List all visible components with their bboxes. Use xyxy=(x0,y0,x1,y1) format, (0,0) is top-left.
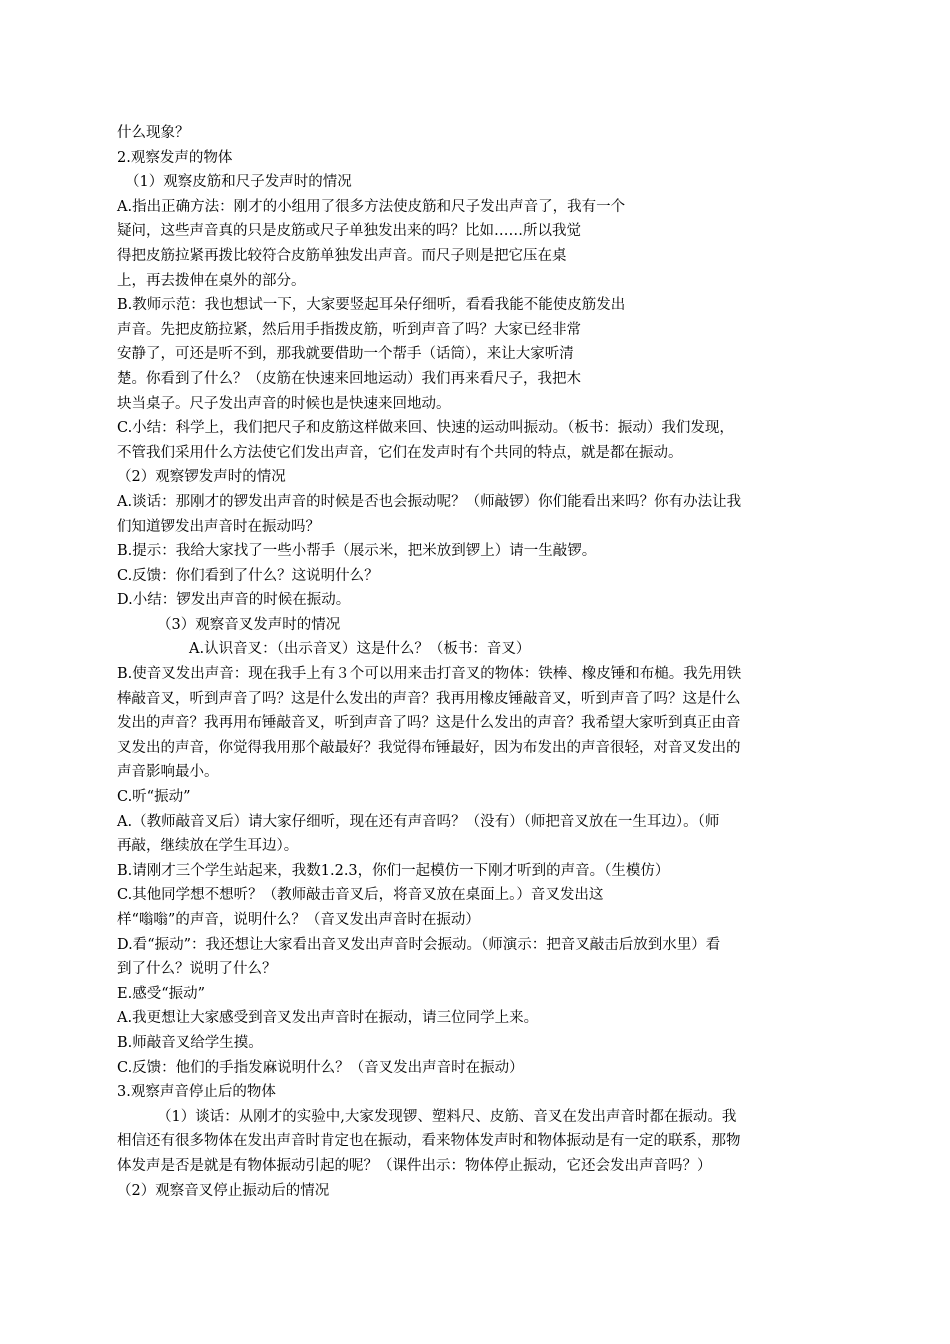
text-line: 疑问，这些声音真的只是皮筋或尺子单独发出来的吗？比如……所以我觉 xyxy=(117,223,581,240)
text-line: B.师敲音叉给学生摸。 xyxy=(117,1034,263,1051)
document-page xyxy=(117,121,843,1203)
text-line: 叉发出的声音，你觉得我用那个敲最好？我觉得布锤最好，因为布发出的声音很轻，对音叉发出的 xyxy=(117,739,741,756)
text-line: 安静了，可还是听不到，那我就要借助一个帮手（话筒），来让大家听清 xyxy=(117,346,574,363)
text-line: 样“嗡嗡”的声音，说明什么？（音叉发出声音时在振动） xyxy=(117,912,480,928)
text-line: 楚。你看到了什么？（皮筋在快速来回地运动）我们再来看尺子，我把木 xyxy=(117,370,581,387)
text-line: A.谈话：那刚才的锣发出声音的时候是否也会振动呢？（师敲锣）你们能看出来吗？你有办法让我 xyxy=(117,493,742,510)
text-line: 声音。先把皮筋拉紧，然后用手指拨皮筋，听到声音了吗？大家已经非常 xyxy=(117,321,581,338)
text-line: 不管我们采用什么方法使它们发出声音，它们在发声时有个共同的特点，就是都在振动。 xyxy=(117,444,683,461)
text-line: （1）谈话：从刚才的实验中,大家发现锣、塑料尺、皮筋、音叉在发出声音时都在振动。我 xyxy=(157,1108,737,1125)
text-line: A.指出正确方法：刚才的小组用了很多方法使皮筋和尺子发出声音了，我有一个 xyxy=(117,198,626,215)
text-line: C.反馈：他们的手指发麻说明什么？（音叉发出声音时在振动） xyxy=(117,1059,524,1076)
text-line: B.使音叉发出声音：现在我手上有３个可以用来击打音叉的物体：铁棒、橡皮锤和布槌。我先用铁 xyxy=(117,666,742,683)
text-line: 相信还有很多物体在发出声音时肯定也在振动，看来物体发声时和物体振动是有一定的联系，那物 xyxy=(117,1133,741,1150)
text-line: E.感受“振动” xyxy=(117,985,206,1002)
text-line: B.请刚才三个学生站起来，我数1.2.3，你们一起模仿一下刚才听到的声音。（生模仿） xyxy=(117,862,670,879)
text-line: 再敲，继续放在学生耳边）。 xyxy=(117,838,299,855)
text-line: B.教师示范：我也想试一下，大家要竖起耳朵仔细听，看看我能不能使皮筋发出 xyxy=(117,297,626,314)
text-line: D.看“振动”：我还想让大家看出音叉发出声音时会振动。（师演示：把音叉敲击后放到水里）看 xyxy=(117,936,721,953)
text-line: A.认识音叉：（出示音叉）这是什么？（板书：音叉） xyxy=(189,641,531,658)
text-line: （2）观察锣发声时的情况 xyxy=(117,469,286,486)
text-line: 棒敲音叉，听到声音了吗？这是什么发出的声音？我再用橡皮锤敲音叉，听到声音了吗？这是什么 xyxy=(117,690,741,707)
text-line: 得把皮筋拉紧再拨比较符合皮筋单独发出声音。而尺子则是把它压在桌 xyxy=(117,247,567,264)
text-line: 声音影响最小。 xyxy=(117,764,219,781)
text-line: C.小结：科学上，我们把尺子和皮筋这样做来回、快速的运动叫振动。（板书：振动）我们发现， xyxy=(117,420,734,437)
text-line: A.我更想让大家感受到音叉发出声音时在振动，请三位同学上来。 xyxy=(117,1010,539,1027)
text-line: 上，再去拨伸在桌外的部分。 xyxy=(117,272,306,289)
text-line: C.反馈：你们看到了什么？这说明什么？ xyxy=(117,567,379,584)
text-line: 什么现象？ xyxy=(117,125,190,141)
text-line: C.听“振动” xyxy=(117,789,191,806)
text-line: （1）观察皮筋和尺子发声时的情况 xyxy=(125,174,352,191)
text-line: D.小结：锣发出声音的时候在振动。 xyxy=(117,592,351,609)
text-line: 到了什么？说明了什么？ xyxy=(117,961,277,978)
text-line: C.其他同学想不想听？（教师敲击音叉后，将音叉放在桌面上。）音叉发出这 xyxy=(117,887,604,904)
text-line: （2）观察音叉停止振动后的情况 xyxy=(117,1182,330,1199)
text-line: 发出的声音？我再用布锤敲音叉，听到声音了吗？这是什么发出的声音？我希望大家听到真正由音 xyxy=(117,715,741,732)
text-line: 体发声是否是就是有物体振动引起的呢？（课件出示：物体停止振动，它还会发出声音吗？） xyxy=(117,1157,712,1174)
text-line: 块当桌子。尺子发出声音的时候也是快速来回地动。 xyxy=(117,395,451,412)
text-line: （3）观察音叉发声时的情况 xyxy=(157,616,341,633)
text-line: 2.观察发声的物体 xyxy=(117,149,233,166)
text-line: B.提示：我给大家找了一些小帮手（展示米，把米放到锣上）请一生敲锣。 xyxy=(117,543,597,560)
text-line: A.（教师敲音叉后）请大家仔细听，现在还有声音吗？（没有）（师把音叉放在一生耳边）。（师 xyxy=(117,813,720,830)
text-line: 们知道锣发出声音时在振动吗？ xyxy=(117,518,320,535)
text-line: 3.观察声音停止后的物体 xyxy=(117,1084,276,1101)
